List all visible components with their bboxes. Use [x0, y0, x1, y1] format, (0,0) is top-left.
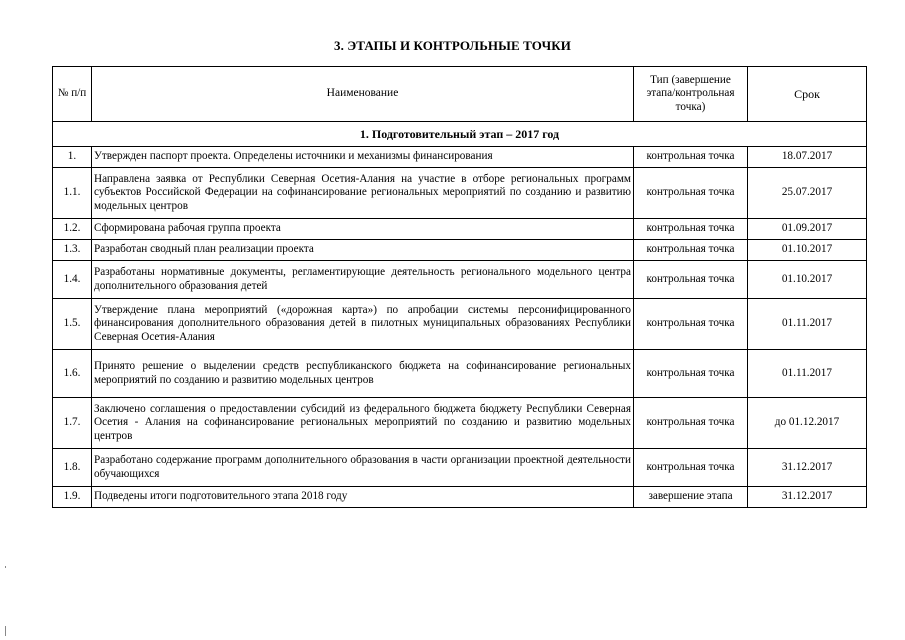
- table-row: [53, 219, 867, 240]
- row-name: Сформирована рабочая группа проекта: [92, 219, 634, 240]
- row-num: 1.8.: [53, 449, 92, 487]
- table-row: [53, 299, 867, 350]
- header-term: Срок: [748, 67, 867, 122]
- row-date: 31.12.2017: [748, 487, 867, 508]
- table-row: [53, 398, 867, 449]
- row-type: контрольная точка: [634, 350, 748, 398]
- row-date: 01.10.2017: [748, 261, 867, 299]
- row-name: Заключено соглашения о предоставлении субсидий из федерального бюджета бюджету Республики Северная Осетия - Алания на софинансирование региональных мероприятий по созданию и развитию модельных центров: [92, 398, 634, 449]
- page-title: 3. ЭТАПЫ И КОНТРОЛЬНЫЕ ТОЧКИ: [334, 38, 571, 53]
- row-date: 01.11.2017: [748, 299, 867, 350]
- table-row: [53, 350, 867, 398]
- row-num: 1.3.: [53, 240, 92, 261]
- table-row: [53, 168, 867, 219]
- row-name: Разработан сводный план реализации проекта: [92, 240, 634, 261]
- row-num: 1.4.: [53, 261, 92, 299]
- row-num: 1.2.: [53, 219, 92, 240]
- row-num: 1.5.: [53, 299, 92, 350]
- row-date: 18.07.2017: [748, 147, 867, 168]
- row-num: 1.7.: [53, 398, 92, 449]
- row-type: контрольная точка: [634, 147, 748, 168]
- row-num: 1.: [53, 147, 92, 168]
- row-type: контрольная точка: [634, 168, 748, 219]
- section-title: 1. Подготовительный этап – 2017 год: [53, 122, 867, 147]
- table-row: [53, 261, 867, 299]
- row-name: Принято решение о выделении средств республиканского бюджета на софинансирование региональных мероприятий по созданию и развитию модельных центров: [92, 350, 634, 398]
- row-type: контрольная точка: [634, 219, 748, 240]
- scan-mark: [5, 566, 6, 568]
- table-row: [53, 487, 867, 508]
- row-type: контрольная точка: [634, 240, 748, 261]
- header-type: Тип (завершение этапа/контрольная точка): [634, 67, 748, 122]
- stages-table: [52, 66, 867, 508]
- row-type: контрольная точка: [634, 398, 748, 449]
- row-name: Направлена заявка от Республики Северная Осетия-Алания на участие в отборе региональных программ субъектов Российской Федерации на софинансирование региональных мероприятий по созданию и развитию модельных центров: [92, 168, 634, 219]
- row-type: завершение этапа: [634, 487, 748, 508]
- section-row: [53, 122, 867, 147]
- row-num: 1.9.: [53, 487, 92, 508]
- table-row: [53, 147, 867, 168]
- row-name: Разработано содержание программ дополнительного образования в части организации проектной деятельности обучающихся: [92, 449, 634, 487]
- row-date: 01.11.2017: [748, 350, 867, 398]
- scan-mark: [5, 626, 6, 636]
- row-date: 01.09.2017: [748, 219, 867, 240]
- row-name: Утвержден паспорт проекта. Определены источники и механизмы финансирования: [92, 147, 634, 168]
- header-num: № п/п: [53, 67, 92, 122]
- row-date: 25.07.2017: [748, 168, 867, 219]
- row-date: 01.10.2017: [748, 240, 867, 261]
- row-num: 1.6.: [53, 350, 92, 398]
- table-row: [53, 449, 867, 487]
- table-row: [53, 240, 867, 261]
- row-name: Подведены итоги подготовительного этапа 2018 году: [92, 487, 634, 508]
- header-name: Наименование: [92, 67, 634, 122]
- row-name: Утверждение плана мероприятий («дорожная карта») по апробации системы персонифицированного финансирования дополнительного образования детей в пилотных муниципальных образованиях Республики Северная Осетия-Алания: [92, 299, 634, 350]
- row-date: 31.12.2017: [748, 449, 867, 487]
- row-name: Разработаны нормативные документы, регламентирующие деятельность регионального модельного центра дополнительного образования детей: [92, 261, 634, 299]
- row-type: контрольная точка: [634, 261, 748, 299]
- row-type: контрольная точка: [634, 449, 748, 487]
- table-header-row: [53, 67, 867, 122]
- row-type: контрольная точка: [634, 299, 748, 350]
- row-date: до 01.12.2017: [748, 398, 867, 449]
- row-num: 1.1.: [53, 168, 92, 219]
